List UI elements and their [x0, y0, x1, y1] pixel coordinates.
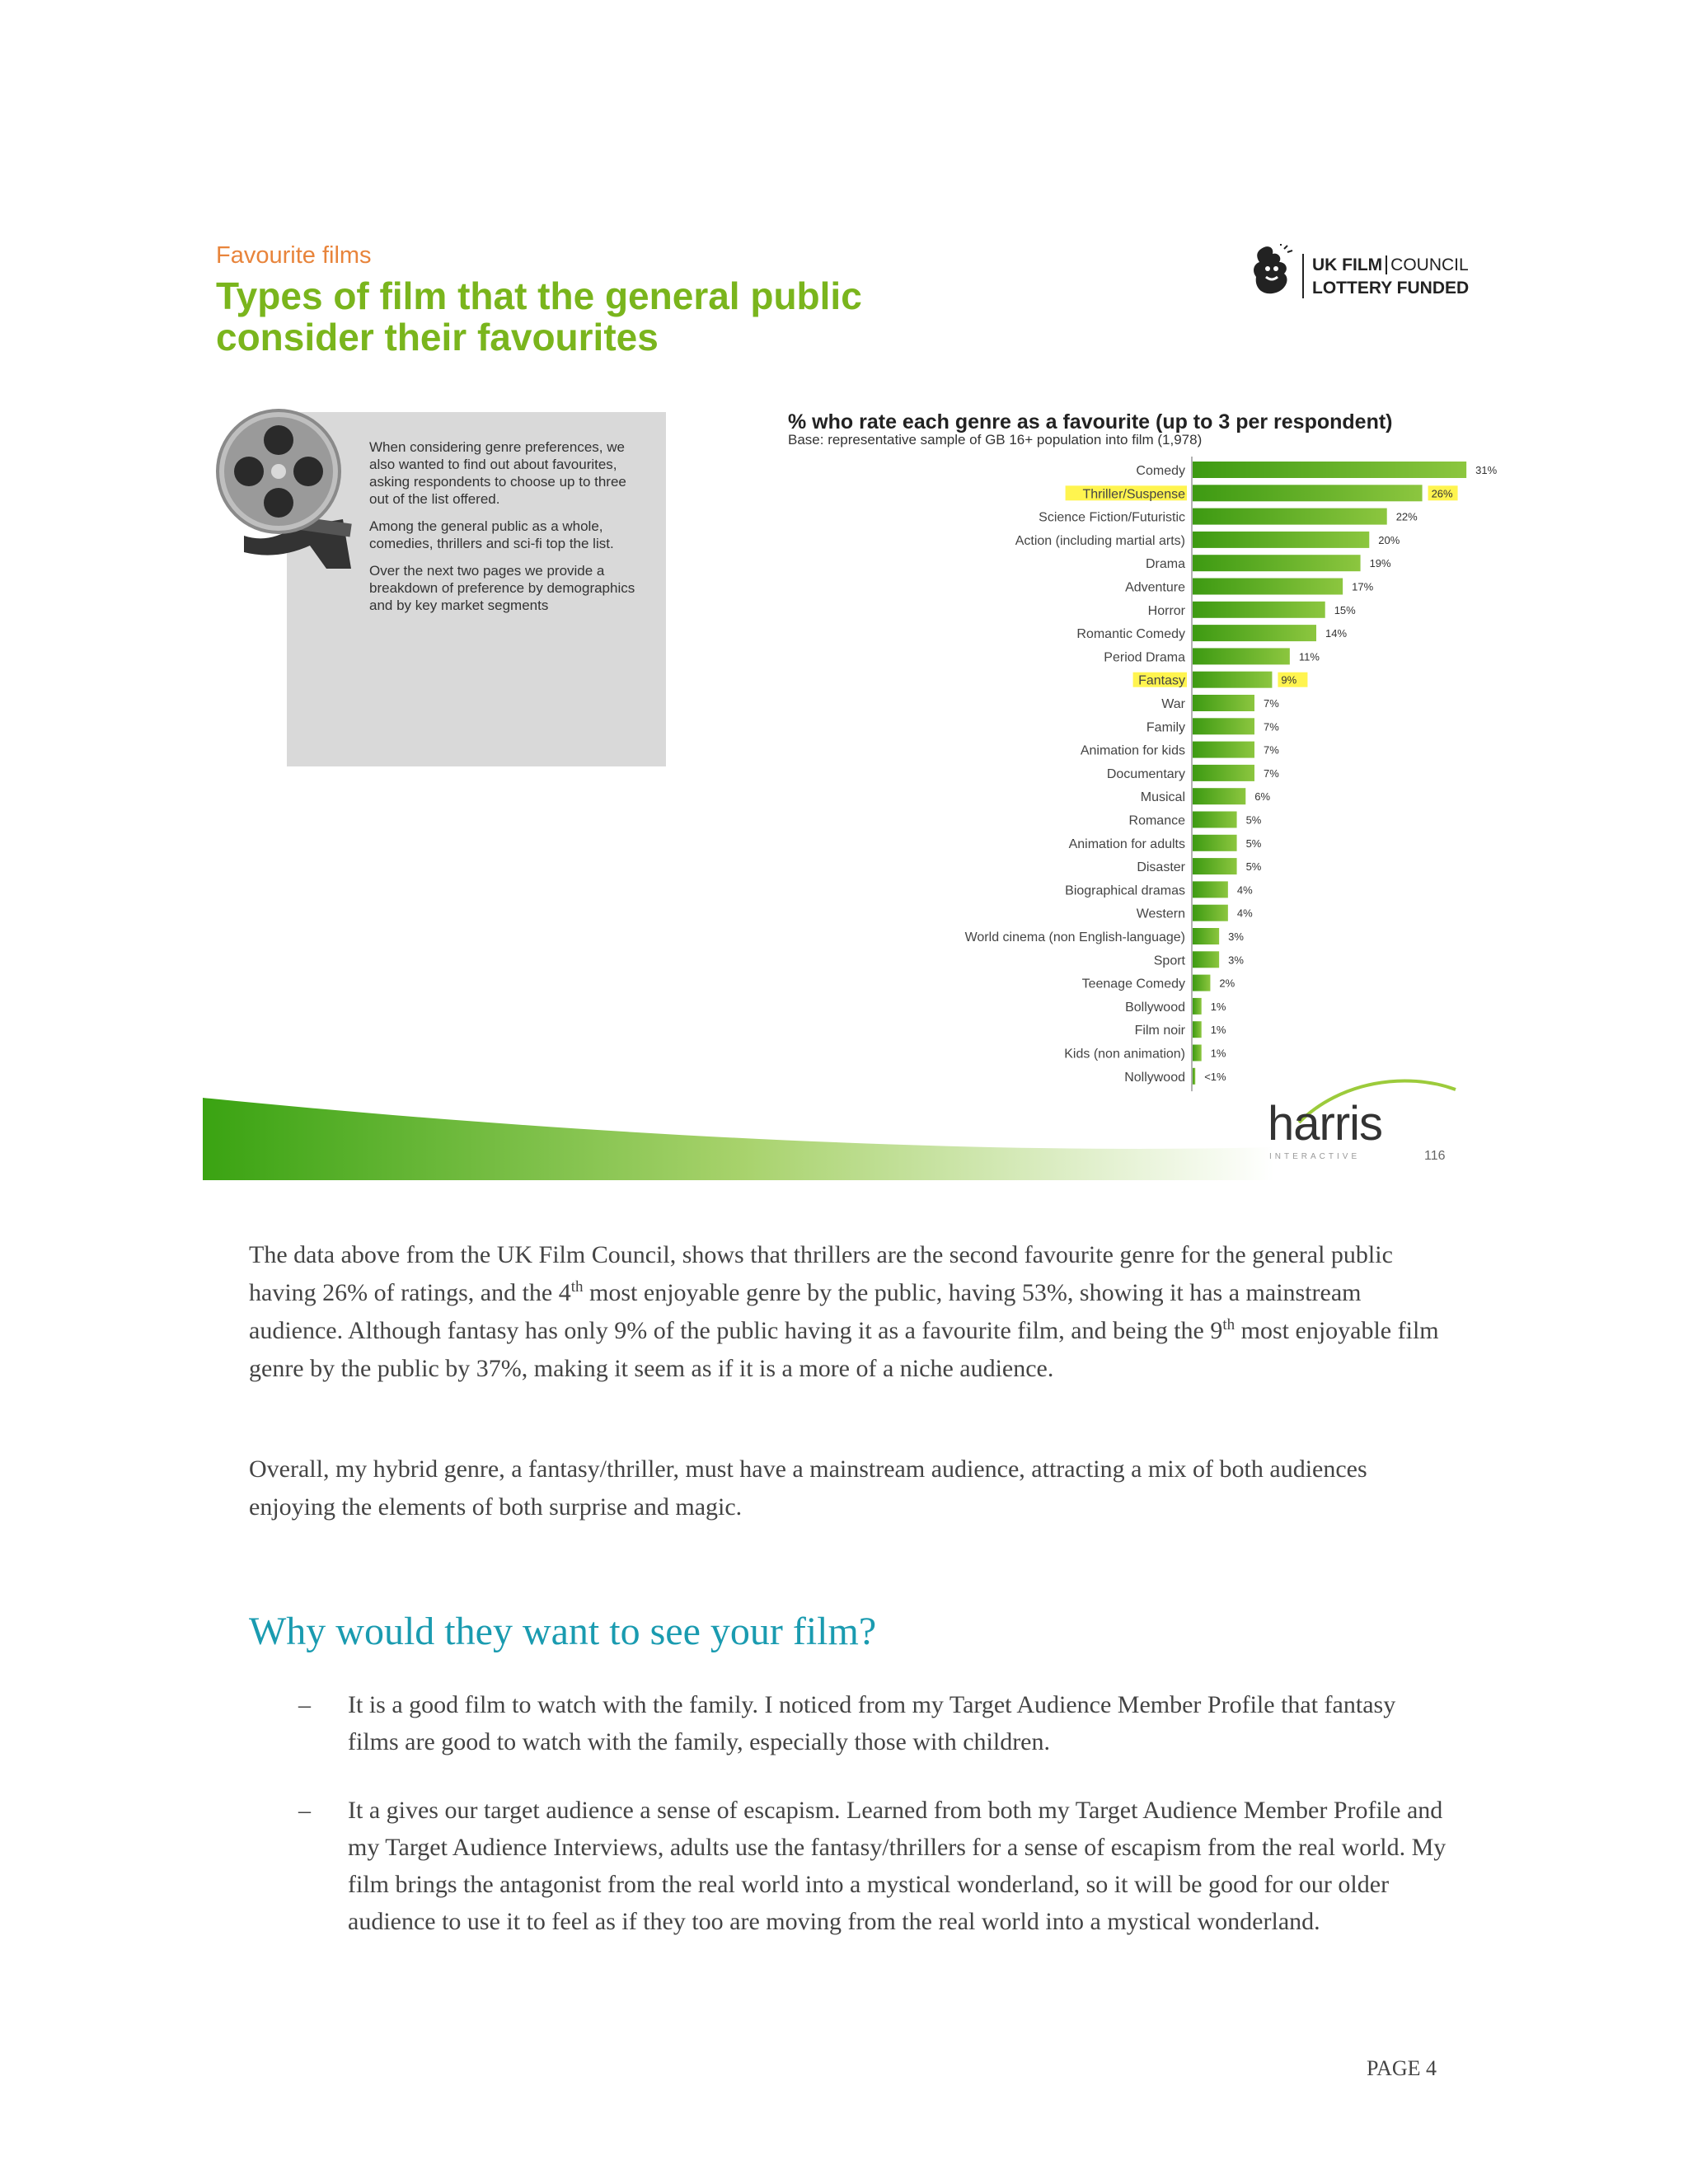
- value-label: 19%: [1369, 557, 1391, 570]
- survey-slide-image: [203, 232, 1498, 1177]
- genre-bar-chart: [673, 405, 1498, 1085]
- bar: [1193, 881, 1228, 898]
- bar: [1193, 718, 1254, 734]
- bullet-marker: –: [298, 1797, 311, 1824]
- value-label: 5%: [1245, 813, 1262, 827]
- value-label: 6%: [1254, 790, 1271, 804]
- category-label: Bollywood: [1125, 1000, 1185, 1015]
- value-label: 1%: [1210, 1047, 1226, 1060]
- category-label: Animation for adults: [1068, 837, 1185, 851]
- bar: [1193, 998, 1202, 1015]
- value-label: 1%: [1210, 1024, 1226, 1037]
- bar: [1193, 625, 1316, 641]
- bar: [1193, 462, 1466, 478]
- category-label: Drama: [1145, 557, 1185, 572]
- category-label: Biographical dramas: [1065, 883, 1185, 898]
- category-label: Western: [1136, 907, 1185, 921]
- value-label: 7%: [1264, 720, 1279, 733]
- value-label: 2%: [1219, 977, 1236, 990]
- logo-line1: UK FILM COUNCIL: [1312, 255, 1469, 274]
- bar: [1193, 835, 1237, 851]
- value-label: 20%: [1378, 533, 1400, 546]
- value-label: 11%: [1298, 650, 1320, 663]
- bar: [1193, 951, 1219, 968]
- page-number: PAGE 4: [1367, 2056, 1437, 2080]
- value-label: 22%: [1395, 510, 1418, 523]
- category-label: Comedy: [1136, 464, 1185, 478]
- value-label: 31%: [1475, 464, 1498, 476]
- bar: [1193, 579, 1343, 595]
- category-label: Fantasy: [1138, 673, 1185, 688]
- bar: [1193, 1021, 1202, 1038]
- bullet-marker: –: [298, 1691, 311, 1718]
- category-label: Sport: [1153, 954, 1185, 968]
- logo-line2: LOTTERY FUNDED: [1312, 279, 1470, 298]
- category-label: Teenage Comedy: [1081, 977, 1185, 991]
- value-label: 15%: [1334, 603, 1356, 616]
- value-label: 9%: [1281, 673, 1297, 687]
- category-label: Musical: [1140, 790, 1185, 805]
- category-label: Animation for kids: [1080, 743, 1185, 758]
- bar: [1193, 742, 1254, 758]
- value-label: 7%: [1264, 766, 1279, 780]
- category-label: Nollywood: [1124, 1070, 1185, 1085]
- section-heading: Why would they want to see your film?: [249, 1610, 877, 1653]
- bullet-text: It is a good film to watch with the family. I noticed from my Target Audience Member Profile that fantasy films are good to watch with the family, especially those with children.: [348, 1691, 1396, 1755]
- chart-title: % who rate each genre as a favourite (up to 3 per respondent): [788, 410, 1393, 434]
- info-text: [369, 438, 641, 624]
- bar: [1193, 648, 1290, 664]
- info-paragraph: Among the general public as a whole, comedies, thrillers and sci-fi top the list.: [369, 518, 614, 551]
- category-label: Disaster: [1137, 860, 1185, 875]
- body-paragraph-2: Overall, my hybrid genre, a fantasy/thriller, must have a mainstream audience, attracting a mix of both audiences enjoying the elements of both surprise and magic.: [249, 1455, 1367, 1521]
- bar: [1193, 858, 1237, 874]
- category-label: Romance: [1128, 813, 1185, 828]
- category-label: Horror: [1147, 603, 1185, 618]
- bar: [1193, 555, 1361, 571]
- category-label: Film noir: [1134, 1024, 1185, 1038]
- value-label: 4%: [1236, 883, 1253, 897]
- slide-title: Types of film that the general public consider their favourites: [216, 274, 862, 359]
- slide-kicker: Favourite films: [216, 242, 372, 269]
- category-label: Period Drama: [1104, 650, 1185, 665]
- bar: [1193, 928, 1219, 944]
- value-label: 5%: [1245, 837, 1262, 850]
- category-label: Family: [1146, 720, 1185, 735]
- value-label: 4%: [1236, 907, 1253, 920]
- value-label: 3%: [1228, 954, 1244, 967]
- value-label: <1%: [1204, 1070, 1226, 1083]
- bar: [1193, 812, 1237, 828]
- bar: [1193, 905, 1228, 921]
- value-label: 7%: [1264, 697, 1279, 710]
- bar: [1193, 788, 1245, 804]
- bar: [1193, 509, 1387, 525]
- value-label: 5%: [1245, 860, 1262, 874]
- bullet-text: It a gives our target audience a sense of escapism. Learned from both my Target Audience Member Profile and my Target Audience Interviews, adults use the fantasy/thrillers for a sense of escapism from the real world. My film brings the antagonist from the real world into a mystical wonderland, so it will be good for our older audience to use it to feel as if they too are moving from the real world into a mystical wonderland.: [348, 1797, 1447, 1935]
- category-label: Action (including martial arts): [1015, 533, 1185, 548]
- film-reel-icon: [211, 404, 359, 569]
- bar: [1193, 672, 1272, 688]
- logo-divider: [1302, 254, 1304, 298]
- value-label: 17%: [1352, 580, 1374, 593]
- category-label: Romantic Comedy: [1076, 627, 1185, 642]
- value-label: 1%: [1210, 1000, 1226, 1013]
- value-label: 3%: [1228, 930, 1244, 943]
- bar: [1193, 975, 1210, 991]
- category-label: World cinema (non English-language): [964, 930, 1185, 944]
- value-label: 26%: [1431, 487, 1453, 500]
- harris-logo: harris: [1268, 1097, 1383, 1151]
- bar: [1193, 1045, 1202, 1062]
- bar: [1193, 532, 1369, 548]
- info-paragraph: Over the next two pages we provide a breakdown of preference by demographics and by key market segments: [369, 563, 635, 613]
- green-swoosh-decoration: [203, 1065, 1454, 1180]
- lottery-hand-icon: [1250, 244, 1294, 297]
- uk-film-council-logo: [1250, 241, 1470, 298]
- chart-subtitle: Base: representative sample of GB 16+ population into film (1,978): [788, 432, 1203, 448]
- category-label: Thriller/Suspense: [1082, 487, 1185, 502]
- bar: [1193, 695, 1254, 711]
- harris-logo-sub: INTERACTIVE: [1269, 1152, 1361, 1161]
- value-label: 14%: [1325, 627, 1348, 640]
- category-label: Adventure: [1125, 580, 1185, 595]
- slide-number: 116: [1424, 1149, 1446, 1163]
- category-label: Documentary: [1106, 766, 1185, 781]
- value-label: 7%: [1264, 743, 1279, 757]
- body-paragraph-1: The data above from the UK Film Council, shows that thrillers are the second favourite genre for the general public having 26% of ratings, and the 4th most enjoyable genre by the public, having 53%, showing it has a mainstream audience. Although fantasy has only 9% of the public having it as a favourite film, and being the 9th most enjoyable film genre by the public by 37%, making it seem as if it is a more of a niche audience.: [249, 1241, 1439, 1382]
- category-label: Kids (non animation): [1064, 1047, 1185, 1062]
- category-label: War: [1161, 697, 1185, 711]
- info-paragraph: When considering genre preferences, we also wanted to find out about favourites, asking respondents to choose up to three out of the list offered.: [369, 439, 626, 507]
- bar: [1193, 602, 1325, 618]
- bar: [1193, 765, 1254, 781]
- bar: [1193, 485, 1423, 501]
- category-label: Science Fiction/Futuristic: [1039, 510, 1185, 525]
